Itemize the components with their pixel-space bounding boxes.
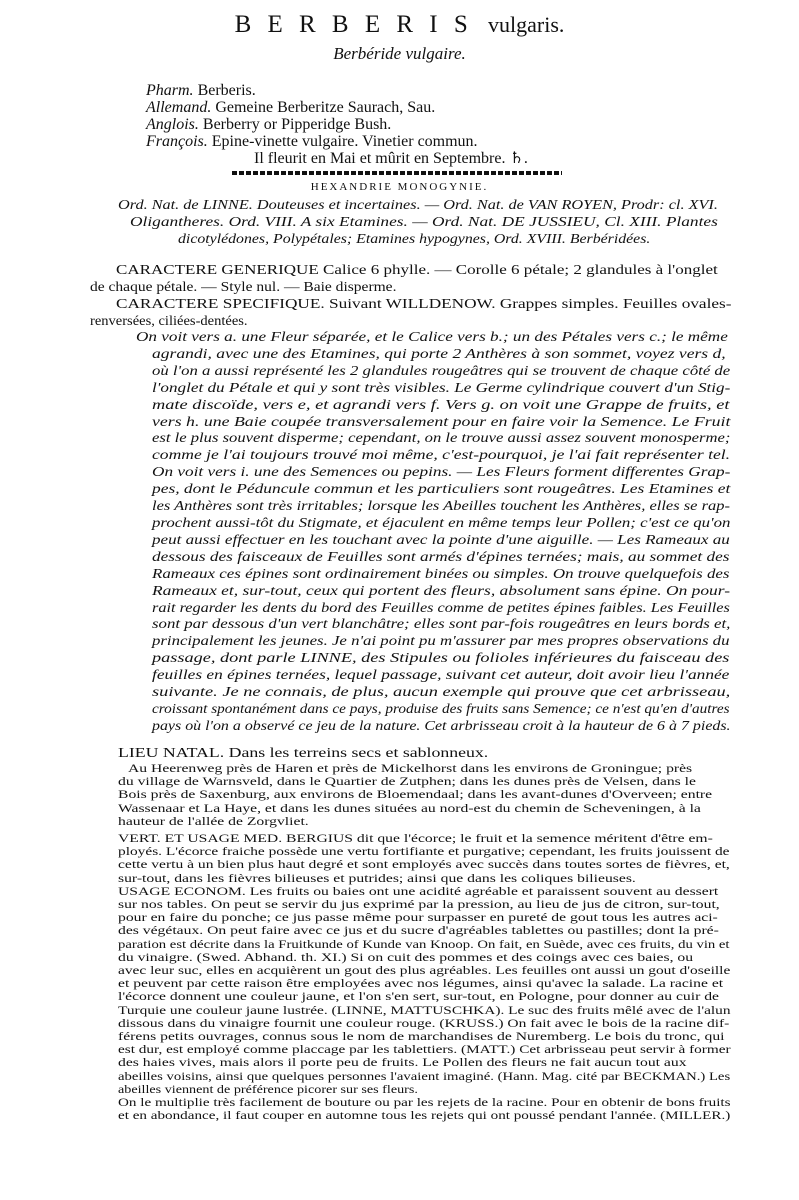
description-line: croissant spontanément dans ce pays, produise des fruits sans Semence; ce n'est qu'en d'autres	[152, 700, 730, 716]
common-names	[146, 82, 766, 167]
character-line: de chaque pétale. — Style nul. — Baie disperme.	[90, 278, 397, 294]
description-line: rait regarder les dents du bord des Feuilles comme de petites épines faibles. Les Feuilles	[152, 599, 730, 615]
common-name-language: Pharm.	[146, 82, 194, 99]
description-line: Rameaux ces épines sont ordinairement binées ou simples. On trouve quelquefois des	[152, 565, 730, 581]
usage-line: Turquie une couleur jaune lustrée. (LINNE, MATTUSCHKA). Le suc des fruits mêlé avec de l'alun	[118, 1003, 731, 1017]
character-line: CARACTERE SPECIFIQUE. Suivant WILLDENOW. Grappes simples. Feuilles ovales-	[116, 295, 732, 311]
description	[0, 329, 799, 735]
usage-line: l'écorce donnent une couleur jaune, et l'on s'en sert, sur-tout, en Pologne, pour donner au cuir de	[118, 990, 719, 1004]
description-line: prochent aussi-tôt du Stigmate, et éjaculent en même temps leur Pollen; c'est ce qu'on	[152, 514, 731, 530]
genus-name: B E R B E R I S	[234, 11, 473, 38]
common-name-row	[146, 116, 766, 133]
description-line: agrandi, avec une des Etamines, qui porte 2 Anthères à son sommet, voyez vers d,	[152, 345, 726, 361]
usage-line: On le multiplie très facilement de bouture ou par les rejets de la racine. Pour en obtenir de bons fruits	[118, 1096, 731, 1110]
usage-line: sur-tout, dans les fièvres bilieuses et putrides; ainsi que dans les coliques bilieuses.	[118, 871, 636, 885]
character-line: renversées, ciliées-dentées.	[90, 312, 248, 328]
common-name-value: Berberis.	[197, 82, 256, 99]
usage-line: abeilles viennent de préférence picorer sur ses fleurs.	[118, 1082, 418, 1096]
description-line: sont par dessous d'un vert blanchâtre; elles sont par-fois rougeâtres en leurs bords et,	[152, 616, 731, 632]
common-name-row	[146, 133, 766, 150]
description-line: On voit vers i. une des Semences ou pepins. — Les Fleurs forment differentes Grap-	[152, 464, 731, 480]
usage-line: USAGE ECONOM. Les fruits ou baies ont une acidité agréable et paraissent souvent au dessert	[118, 884, 719, 898]
classification-heading: HEXANDRIE MONOGYNIE.	[310, 181, 489, 193]
common-name-language: François.	[146, 133, 208, 150]
usage-line: pour en faire du ponche; ce jus passe même pour surpasser en pureté de gout tous les autres aci-	[118, 911, 718, 925]
habitat-line: du village de Warnsveld, dans le Quartier de Zutphen; dans les dunes près de Velsen, dans le	[118, 775, 696, 789]
description-line: pes, dont le Péduncule commun et les particuliers sont rougeâtres. Les Etamines et	[152, 481, 731, 497]
usage-line: férens petits ouvrages, connus sous le nom de marchandises de Nuremberg. Le bois du tronc, qui	[118, 1030, 725, 1044]
description-line: feuilles en épines ternées, lequel passage, suivant cet auteur, doit avoir lieu l'année	[152, 667, 730, 683]
usage-line: sur nos tables. On peut se servir du jus exprimé par la pression, au lieu de jus de citron, sur-tout,	[118, 898, 720, 912]
description-line: mate discoïde, vers e, et agrandi vers f. Vers g. on voit une Grappe de fruits, et	[152, 396, 730, 412]
french-name: Berbéride vulgaire.	[333, 44, 466, 63]
habitat-line: hauteur de l'allée de Zorgvliet.	[118, 814, 309, 828]
natural-orders	[0, 197, 799, 248]
uses	[0, 832, 799, 1122]
usage-line: abeilles voisins, ainsi que quelques personnes l'avaient imaginé. (Hann. Mag. cité par BECKMAN.) Les	[118, 1069, 731, 1083]
description-line: l'onglet du Pétale et qui y sont très visibles. Le Germe cylindrique couvert d'un Stig-	[152, 379, 731, 395]
usage-line: des végétaux. On peut faire avec ce jus et du sucre d'agréables tablettes ou pastilles; dont la pré-	[118, 924, 719, 938]
common-name-value: Berberry or Pipperidge Bush.	[202, 116, 392, 133]
common-name-value: Gemeine Berberitze Saurach, Sau.	[215, 99, 436, 116]
description-line: où l'on a aussi représenté les 2 glandules rougeâtres qui se trouvent de chaque côté de	[152, 362, 731, 378]
description-line: les Anthères sont très irritables; lorsque les Abeilles touchent les Anthères, elles se rap-	[152, 498, 730, 514]
habitat-line: Au Heerenweg près de Haren et près de Mickelhorst dans les environs de Groningue; près	[128, 761, 693, 775]
description-line: suivante. Je ne connais, de plus, aucun exemple qui prouve que cet arbrisseau,	[152, 684, 731, 700]
common-name-row	[146, 99, 766, 116]
description-line: Rameaux et, sur-tout, ceux qui portent des fleurs, absolument sans épine. On pour-	[152, 582, 731, 598]
usage-line: des haies vives, mais alors il porte peu de fruits. Le Pollen des fleurs ne fait aucun tout aux	[118, 1056, 687, 1070]
usage-line: cette vertu à un bien plus haut degré et sont employés avec succès dans toutes sortes de fièvres, et,	[118, 858, 730, 872]
description-line: est le plus souvent disperme; cependant, on le trouve aussi assez souvent monosperme;	[152, 430, 731, 446]
usage-line: dissous dans du vinaigre fournit une couleur rouge. (KRUSS.) On fait avec le bois de la racine dif-	[118, 1016, 730, 1030]
description-line: vers h. une Baie coupée transversalement pour en faire voir la Semence. Le Fruit	[152, 413, 731, 429]
usage-line: ployés. L'écorce fraiche possède une vertu fortifiante et purgative; cependant, les fruits jouissent de	[118, 845, 730, 859]
description-line: dessous des faisceaux de Feuilles sont armés d'épines ternées; mais, au sommet des	[152, 548, 730, 564]
common-name-row	[146, 82, 766, 99]
usage-line: paration est décrite dans la Fruitkunde of Kunde van Knoop. On fait, en Suède, avec ces fruits, du vin et	[118, 937, 730, 951]
order-line: Oligantheres. Ord. VIII. A six Etamines. — Ord. Nat. DE JUSSIEU, Cl. XIII. Plantes	[130, 213, 718, 229]
description-line: pays où l'on a observé ce jeu de la nature. Cet arbrisseau croit à la hauteur de 6 à 7 pieds.	[152, 717, 731, 733]
character-line: CARACTERE GENERIQUE Calice 6 phylle. — Corolle 6 pétale; 2 glandules à l'onglet	[116, 262, 718, 277]
habitat-line: Wassenaar et La Haye, et dans les dunes situées au nord-est du chemin de Scheveningen, à la	[118, 801, 701, 815]
characters	[0, 262, 799, 330]
native-habitat	[0, 745, 799, 828]
habitat-heading: LIEU NATAL. Dans les terreins secs et sablonneux.	[118, 745, 489, 760]
common-name-language: Allemand.	[146, 99, 212, 116]
common-name-value: Epine-vinette vulgaire. Vinetier commun.	[211, 133, 478, 150]
page-title	[0, 10, 799, 40]
usage-line: du vinaigre. (Swed. Abhand. th. XI.) Si on cuit des pommes et des coings avec ces baies, ou	[118, 950, 694, 964]
flowering-note: Il fleurit en Mai et mûrit en Septembre. ♄.	[254, 150, 528, 167]
order-line: Ord. Nat. de LINNE. Douteuses et incertaines. — Ord. Nat. de VAN ROYEN, Prodr: cl. XVI.	[118, 197, 718, 212]
usage-line: VERT. ET USAGE MED. BERGIUS dit que l'écorce; le fruit et la semence méritent d'être em-	[118, 832, 713, 845]
usage-line: est dur, est employé comme placcage par les tablettiers. (MATT.) Cet arbrisseau peut servir à former	[118, 1043, 731, 1057]
description-line: passage, dont parle LINNE, des Stipules ou folioles inférieures du faisceau des	[152, 650, 730, 666]
description-line: peut aussi effectuer en les touchant avec la pointe d'une aiguille. — Les Rameaux au	[152, 531, 730, 547]
description-line: On voit vers a. une Fleur séparée, et le Calice vers b.; un des Pétales vers c.; le même	[136, 329, 728, 344]
order-line: dicotylédones, Polypétales; Etamines hypogynes, Ord. XVIII. Berbéridées.	[178, 230, 651, 246]
description-line: comme je l'ai toujours trouvé moi même, c'est-pourquoi, je l'ai fait représenter tel.	[152, 447, 731, 463]
common-name-language: Anglois.	[146, 116, 199, 133]
ornamental-rule	[232, 171, 562, 175]
habitat-line: Bois près de Saxenburg, aux environs de Bloemendaal; dans les avant-dunes d'Overveen; entre	[118, 788, 713, 802]
description-line: principalement les jeunes. Je n'ai point pu m'assurer par mes propres observations du	[152, 633, 730, 649]
usage-line: et en abondance, il faut couper en automne tous les rejets qui ont poussé pendant l'année. (MILLER.)	[118, 1109, 731, 1123]
usage-line: et peuvent par cette raison être employées avec nos légumes, ainsi qu'avec la salade. La racine et	[118, 977, 724, 991]
usage-line: avec leur suc, elles en acquièrent un gout des plus agréables. Les feuilles ont aussi un gout d'oseille	[118, 964, 731, 978]
species-name: vulgaris.	[488, 12, 565, 37]
